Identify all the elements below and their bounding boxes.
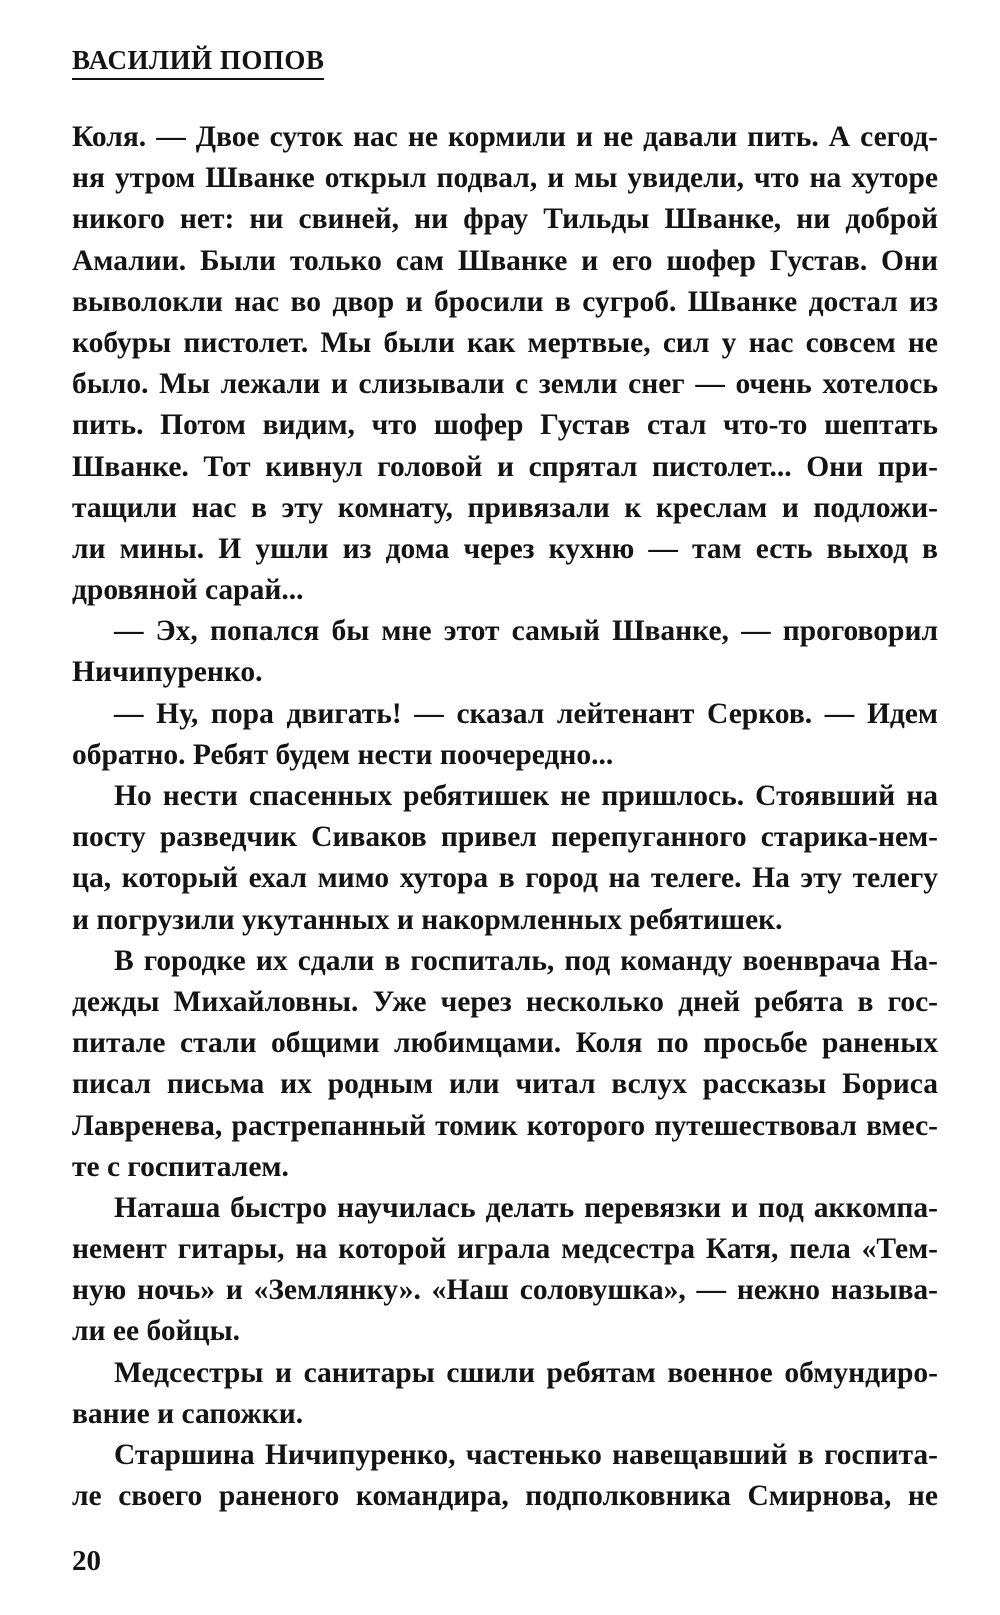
text-line: дежды Михайловны. Уже через несколько дней ребята в гос- xyxy=(72,985,938,1018)
text-line: Медсестры и санитары сшили ребятам военное обмундиро- xyxy=(114,1356,938,1389)
running-head: ВАСИЛИЙ ПОПОВ xyxy=(72,42,324,80)
page-number: 20 xyxy=(72,1545,101,1577)
text-line: ня утром Шванке открыл подвал, и мы увидели, что на хуторе xyxy=(72,162,938,195)
text-line: кобуры пистолет. Мы были как мертвые, сил у нас совсем не xyxy=(72,326,938,359)
text-line: — Эх, попался бы мне этот самый Шванке, — проговорил xyxy=(114,615,938,648)
text-line: ца, который ехал мимо хутора в город на телеге. На эту телегу xyxy=(72,862,938,895)
text-line: Наташа быстро научилась делать перевязки и под аккомпа- xyxy=(114,1191,938,1224)
text-line: и погрузили укутанных и накормленных ребятишек. xyxy=(72,903,783,936)
text-line: ли мины. И ушли из дома через кухню — там есть выход в xyxy=(72,532,938,565)
text-line: никого нет: ни свиней, ни фрау Тильды Шванке, ни доброй xyxy=(72,203,938,236)
text-line: Старшина Ничипуренко, частенько навещавший в госпита- xyxy=(114,1439,938,1471)
text-line: пить. Потом видим, что шофер Густав стал что-то шептать xyxy=(72,409,938,442)
text-line: питале стали общими любимцами. Коля по просьбе раненых xyxy=(72,1027,938,1060)
text-line: дровяной сарай... xyxy=(72,574,304,607)
text-line: обратно. Ребят будем нести поочередно... xyxy=(72,738,614,771)
text-line: Амалии. Были только сам Шванке и его шофер Густав. Они xyxy=(72,244,938,277)
text-line: писал письма их родным или читал вслух рассказы Бориса xyxy=(72,1068,938,1101)
text-line: Но нести спасенных ребятишек не пришлось. Стоявший на xyxy=(114,780,938,812)
text-line: В городке их сдали в госпиталь, под команду военврача На- xyxy=(114,944,938,977)
text-line: немент гитары, на которой играла медсестра Катя, пела «Тем- xyxy=(72,1233,938,1266)
text-line: Лавренева, растрепанный томик которого путешествовал вмес- xyxy=(72,1109,938,1142)
text-line: было. Мы лежали и слизывали с земли снег — очень хотелось xyxy=(72,368,938,401)
text-line: те с госпиталем. xyxy=(72,1150,289,1183)
text-line: вание и сапожки. xyxy=(72,1397,304,1430)
text-line: ную ночь» и «Землянку». «Наш соловушка», — нежно называ- xyxy=(72,1274,938,1307)
text-line: Ничипуренко. xyxy=(72,656,263,689)
text-line: ле своего раненого командира, подполковника Смирнова, не xyxy=(72,1480,938,1513)
text-line: Коля. — Двое суток нас не кормили и не давали пить. А сегод- xyxy=(72,121,938,153)
text-line: выволокли нас во двор и бросили в сугроб. Шванке достал из xyxy=(72,285,938,318)
text-line: ли ее бойцы. xyxy=(72,1315,240,1348)
text-line: — Ну, пора двигать! — сказал лейтенант Серков. — Идем xyxy=(114,697,938,730)
body-text xyxy=(72,117,938,1517)
text-line: Шванке. Тот кивнул головой и спрятал пистолет... Они при- xyxy=(72,450,938,483)
text-line: тащили нас в эту комнату, привязали к креслам и подложи- xyxy=(72,491,938,524)
text-line: посту разведчик Сиваков привел перепуганного старика-нем- xyxy=(72,821,938,854)
